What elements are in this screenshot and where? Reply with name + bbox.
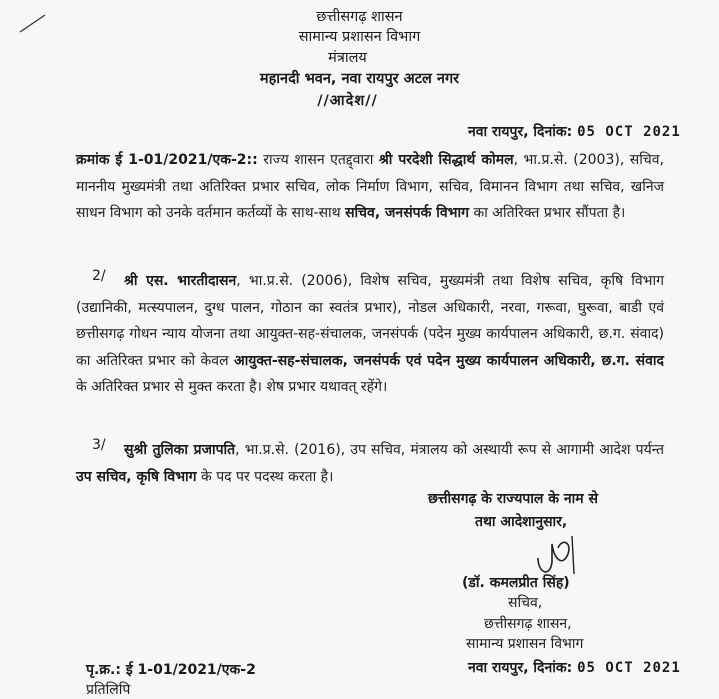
- place-date: [468, 122, 681, 141]
- signatory-name: (डॉ. कमलप्रीत सिंह): [462, 575, 570, 591]
- endorsement-reference: पृ.क्र.: ई 1-01/2021/एक-2: [86, 662, 256, 678]
- officer-name-2: श्री एस. भारतीदासन: [124, 273, 237, 289]
- signatory-department: सामान्य प्रशासन विभाग: [466, 636, 584, 652]
- date-stamp-2: 05 OCT 2021: [577, 660, 681, 676]
- posting: उप सचिव, कृषि विभाग: [76, 468, 197, 485]
- header-ministry: मंत्रालय: [328, 50, 367, 66]
- header-address: महानदी भवन, नवा रायपुर अटल नगर: [259, 71, 460, 87]
- paragraph-3: सुश्री तुलिका प्रजापति, भा.प्र.से. (2016), उप सचिव, मंत्रालय को अस्थायी रूप से आगामी आदेश पर्यन्त उप सचिव, कृषि विभाग के पद पर पदस्थ करता है।: [76, 442, 665, 485]
- order-heading: //आदेश//: [317, 93, 378, 109]
- by-order-line1: छत्तीसगढ़ के राज्यपाल के नाम से: [428, 491, 598, 507]
- signatory-designation: सचिव,: [508, 595, 543, 611]
- paragraph-3-number: 3/: [92, 437, 106, 453]
- signatory-government: छत्तीसगढ़ शासन,: [484, 616, 572, 632]
- place-date-2-label: नवा रायपुर, दिनांक:: [468, 660, 573, 676]
- paragraph-2: श्री एस. भारतीदासन, भा.प्र.से. (2006), विशेष सचिव, मुख्यमंत्री तथा विशेष सचिव, कृषि विभाग (उद्यानिकी, मत्स्यपालन, दुग्ध पालन, गोठान का स्वतंत्र प्रभार), नोडल अधिकारी, नरवा, गरूवा, घुरूवा, बाडी एवं छत्तीसगढ़ गोधन न्याय योजना तथा आयुक्त-सह-संचालक, जनसंपर्क (पदेन मुख्य कार्यपालन अधिकारी, छ.ग. संवाद) का अतिरिक्त प्रभार को केवल आयुक्त-सह-संचालक, जनसंपर्क एवं पदेन मुख्य कार्यपालन अधिकारी, छ.ग. संवाद के अतिरिक्त प्रभार से मुक्त करता है। शेष प्रभार यथावत् रहेंगे।: [76, 273, 664, 395]
- place-date-label: नवा रायपुर, दिनांक:: [468, 124, 573, 140]
- place-date-2: [468, 658, 681, 677]
- paragraph-2-number: 2/: [92, 268, 106, 284]
- header-dept: सामान्य प्रशासन विभाग: [298, 29, 421, 45]
- officer-name-3: सुश्री तुलिका प्रजापति: [124, 442, 236, 458]
- header-govt: छत्तीसगढ़ शासन: [316, 9, 403, 25]
- order-reference: क्रमांक ई 1-01/2021/एक-2::: [76, 152, 258, 168]
- copy-to-heading: प्रतिलिपि: [86, 682, 131, 698]
- relieved-charge: आयुक्त-सह-संचालक, जनसंपर्क एवं पदेन मुख्य कार्यपालन अधिकारी, छ.ग. संवाद: [233, 352, 664, 369]
- by-order-line2: तथा आदेशानुसार,: [475, 514, 568, 530]
- charge-1: सचिव, जनसंपर्क विभाग: [345, 205, 469, 221]
- paragraph-1: क्रमांक ई 1-01/2021/एक-2:: राज्य शासन एतद्द्वारा श्री परदेशी सिद्धार्थ कोमल, भा.प्र.से. (2003), सचिव, माननीय मुख्यमंत्री तथा अतिरिक्त प्रभार सचिव, लोक निर्माण विभाग, सचिव, विमानन विभाग तथा सचिव, खनिज साधन विभाग को उनके वर्तमान कर्तव्यों के साथ-साथ सचिव, जनसंपर्क विभाग का अतिरिक्त प्रभार सौंपता है।: [76, 152, 665, 221]
- date-stamp: 05 OCT 2021: [577, 124, 681, 140]
- officer-name-1: श्री परदेशी सिद्धार्थ कोमल: [378, 152, 514, 168]
